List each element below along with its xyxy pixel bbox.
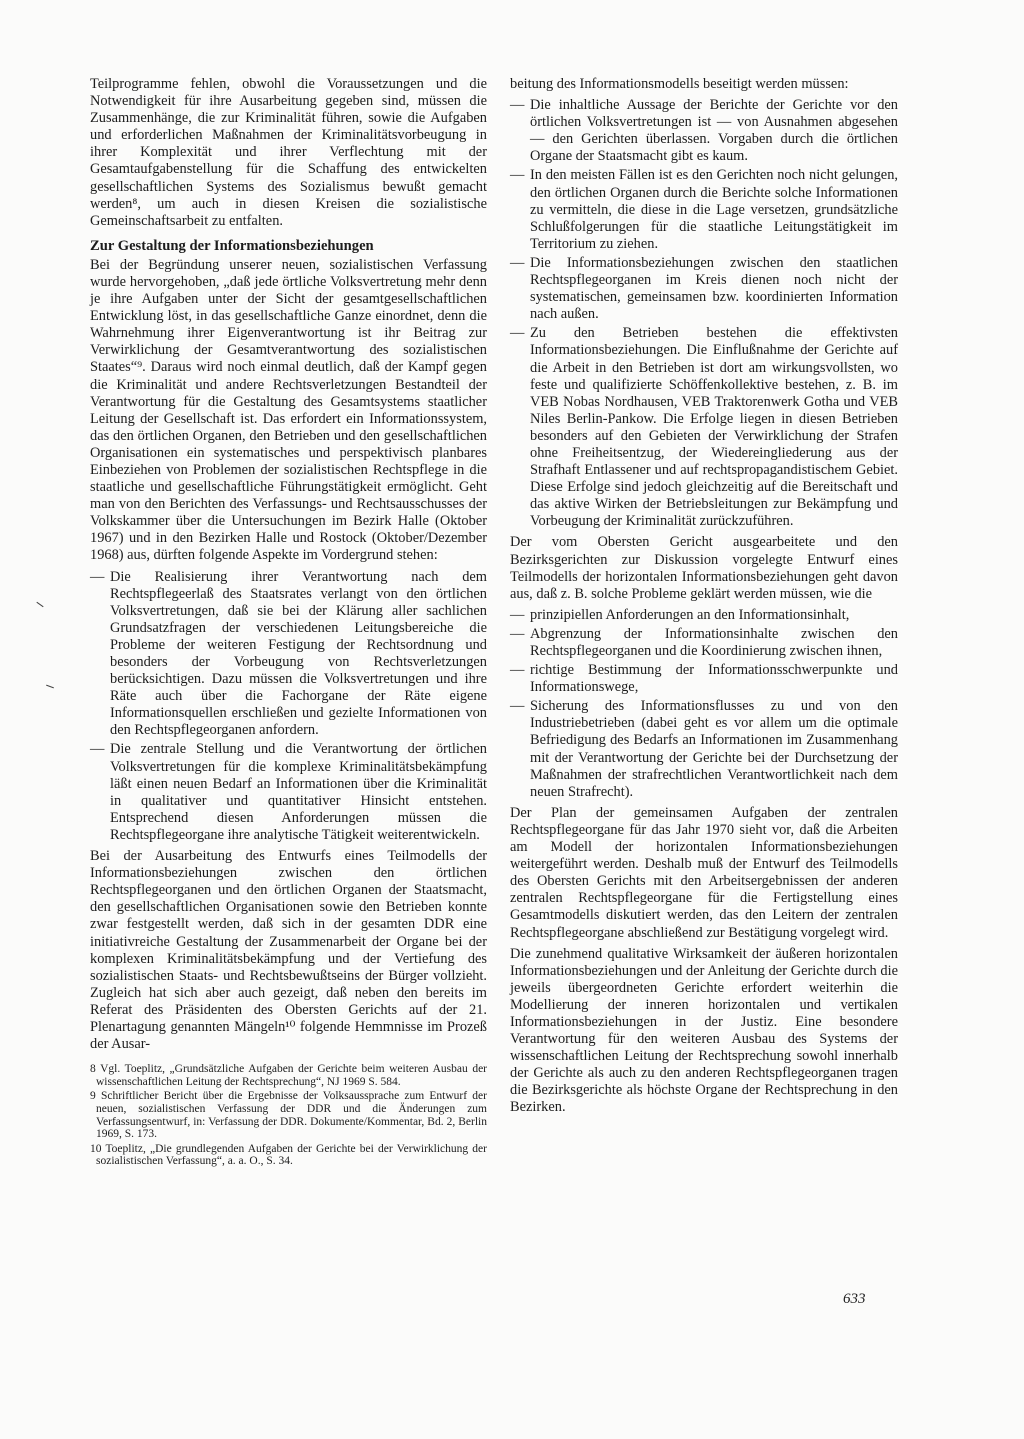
left-column bbox=[90, 76, 487, 1170]
list-item: — Sicherung des Informationsflusses zu und von den Industriebetrieben (dabei geht es vor allem um die optimale Befriedigung des Bedarfs an Informationen im Zusammenhang mit der Verantwortung der Gerichte bei der Durchsetzung der Maßnahmen der strafrechtlichen Verantwortlichkeit nach dem neuen Strafrecht). bbox=[510, 698, 898, 801]
list-item: — In den meisten Fällen ist es den Gerichten noch nicht gelungen, den örtlichen Organen durch die Berichte solche Informationen zu vermitteln, die diese in die Lage versetzen, grundsätzliche Schlußfolgerungen für die staatliche Leitungstätigkeit im Territorium zu ziehen. bbox=[510, 167, 898, 252]
footnote: 9 Schriftlicher Bericht über die Ergebnisse der Volksaussprache zum Entwurf der neuen, sozialistischen Verfassung der DDR und die Änderungen zum Verfassungsentwurf, in: Verfassung der DDR. Dokumente/Kommentar, Bd. 2, Berlin 1969, S. 173. bbox=[90, 1090, 487, 1141]
body-paragraph: Bei der Ausarbeitung des Entwurfs eines Teilmodells der Informationsbeziehungen zwischen den örtlichen Rechtspflegeorganen und den örtlichen Organen der Staatsmacht, den gesellschaftlichen Organisationen sowie den Betrieben konnte zwar festgestellt werden, daß sich in der gesamten DDR eine initiativreiche Gestaltung der Zusammenarbeit der Organe bei der komplexen Kriminalitätsbekämpfung und der Vertiefung des sozialistischen Staats- und Rechtsbewußtseins der Bürger vollzieht. Zugleich hat sich aber auch gezeigt, daß neben den bereits im Referat des Präsidenten des Obersten Gerichts auf der 21. Plenartagung genannten Mängeln¹⁰ folgende Hemmnisse im Prozeß der Ausar- bbox=[90, 848, 487, 1053]
list-item: — Die inhaltliche Aussage der Berichte der Gerichte vor den örtlichen Volksvertretungen ist — von Ausnahmen abgesehen — den Gerichten überlassen. Vorgaben durch die örtlichen Organe der Staatsmacht gibt es kaum. bbox=[510, 97, 898, 165]
aspects-list bbox=[90, 569, 487, 845]
body-paragraph: Bei der Begründung unserer neuen, sozialistischen Verfassung wurde hervorgehoben, „daß jede örtliche Volksvertretung mehr denn je ihre Aufgaben unter der Sicht der gesamtgesellschaftlichen Entwicklung löst, in das gesellschaftliche Ganze einordnet, denn die Wahrnehmung ihrer Eigenverantwortung ist ihr Beitrag zur Verwirklichung der Gesamtverantwortung des sozialistischen Staates“⁹. Daraus wird noch einmal deutlich, daß der Kampf gegen die Kriminalität und andere Rechtsverletzungen Bestandteil der Verantwortung für die Gestaltung des Gesamtsystems staatlicher Leitung der Gesellschaft ist. Das erfordert ein Informationssystem, das den örtlichen Organen, den Betrieben und den gesellschaftlichen Organisationen ein systematisches und perspektivisch planbares Einbeziehen von Problemen der sozialistischen Rechtspflege in die staatliche und gesellschaftliche Führungstätigkeit ermöglicht. Geht man von den Berichten des Verfassungs- und Rechtsausschusses der Volkskammer über die Untersuchungen im Bezirk Halle (Oktober 1967) und in den Bezirken Halle und Rostock (Oktober/Dezember 1968) aus, dürften folgende Aspekte im Vordergrund stehen: bbox=[90, 256, 487, 564]
list-item: — richtige Bestimmung der Informationsschwerpunkte und Informationswege, bbox=[510, 662, 898, 696]
list-item: — Die Realisierung ihrer Verantwortung nach dem Rechtspflegeerlaß des Staatsrates verlangt von den örtlichen Volksvertretungen, daß sie bei der Klärung aller sachlichen Grundsatzfragen der verschiedenen Leitungsbereiche die Probleme der weiteren Festigung der Rechtsordnung und besonders der Vorbeugung von Rechtsverletzungen berücksichtigen. Dazu müssen die Volksvertretungen und ihre Räte auch über die Fachorgane der Räte eigene Informationsquellen erschließen und gezielte Informationen von den Rechtspflegeorganen anfordern. bbox=[90, 569, 487, 740]
list-item: — Die Informationsbeziehungen zwischen den staatlichen Rechtspflegeorganen im Kreis dienen noch nicht der systematischen, gemeinsamen bzw. koordinierten Information nach außen. bbox=[510, 255, 898, 323]
scan-mark bbox=[46, 685, 54, 689]
scan-mark bbox=[36, 602, 43, 607]
body-paragraph: Der Plan der gemeinsamen Aufgaben der zentralen Rechtspflegeorgane für das Jahr 1970 sieht vor, daß die Arbeiten am Modell der horizontalen Informationsbeziehungen weitergeführt werden. Deshalb muß der Entwurf des Teilmodells des Obersten Gerichts mit den Arbeitsergebnissen der anderen zentralen Rechtspflegeorgane für die Fertigstellung eines Gesamtmodells diskutiert werden, das den Leitern der zentralen Rechtspflegeorgane abschließend zur Bestätigung vorgelegt wird. bbox=[510, 804, 898, 941]
section-heading: Zur Gestaltung der Informationsbeziehungen bbox=[90, 237, 374, 254]
list-item: — Abgrenzung der Informationsinhalte zwischen den Rechtspflegeorganen und die Koordinierung zwischen ihnen, bbox=[510, 626, 898, 660]
intro-paragraph: beitung des Informationsmodells beseitigt werden müssen: bbox=[510, 76, 849, 92]
obstacles-list bbox=[510, 97, 898, 530]
list-item: — Zu den Betrieben bestehen die effektivsten Informationsbeziehungen. Die Einflußnahme der Gerichte auf die Arbeit in den Betrieben ist dort am wirkungsvollsten, wo feste und qualifizierte Schöffenkollektive bestehen, z. B. im VEB Nobas Nordhausen, VEB Traktorenwerk Gotha und VEB Niles Berlin-Pankow. Die Erfolge liegen in diesen Betrieben besonders auf den Gebieten der Verwirklichung der Strafen ohne Freiheitsentzug, der Wiedereingliederung aus der Strafhaft Entlassener und auf rechtspropagandistischem Gebiet. Diese Erfolge sind jedoch gleichzeitig auf die Bereitschaft und das aktive Wirken der Betriebsleitungen zur Bekämpfung und Vorbeugung der Kriminalität zurückzuführen. bbox=[510, 325, 898, 530]
intro-paragraph: Teilprogramme fehlen, obwohl die Voraussetzungen und die Notwendigkeit für ihre Ausarbeitung gegeben sind, müssen die Zusammenhänge, die zur Kriminalität führen, sowie die Aufgaben und erforderlichen Maßnahmen der Kriminalitätsvorbeugung in ihrer Komplexität und ihrer Verflechtung mit der Gesamtaufgabenstellung für die Schaffung des entwickelten gesellschaftlichen Systems des Sozialismus bewußt gemacht werden⁸, um auch in diesen Kreisen die sozialistische Gemeinschaftsarbeit zu entfalten. bbox=[90, 76, 487, 229]
problems-list bbox=[510, 607, 898, 801]
footnote: 8 Vgl. Toeplitz, „Grundsätzliche Aufgaben der Gerichte beim weiteren Ausbau der wissenschaftlichen Leitung der Rechtsprechung“, NJ 1969 S. 584. bbox=[90, 1063, 487, 1088]
right-column bbox=[510, 76, 898, 1121]
body-paragraph: Die zunehmend qualitative Wirksamkeit der äußeren horizontalen Informationsbeziehungen und der Anleitung der Gerichte durch die jeweils übergeordneten Gerichte erfordert weiterhin die Modellierung der inneren horizontalen und vertikalen Informationsbeziehungen in der Justiz. Eine besondere Verantwortung für den weiteren Ausbau des Systems der wissenschaftlichen Leitung der Rechtsprechung sowohl innerhalb der Gerichte als auch zu den anderen Rechtspflegeorganen tragen die Bezirksgerichte als höchste Organe der Rechtsprechung in den Bezirken. bbox=[510, 945, 898, 1116]
list-item: — prinzipiellen Anforderungen an den Informationsinhalt, bbox=[510, 607, 898, 624]
footnotes bbox=[90, 1059, 487, 1168]
list-item: — Die zentrale Stellung und die Verantwortung der örtlichen Volksvertretungen für die komplexe Kriminalitätsbekämpfung läßt einen neuen Bedarf an Informationen über die Kriminalität in qualitativer und quantitativer Hinsicht entstehen. Entsprechend diesen Anforderungen müssen die Rechtspflegeorgane ihre analytische Tätigkeit weiterentwickeln. bbox=[90, 741, 487, 844]
page-number: 633 bbox=[843, 1291, 866, 1307]
body-paragraph: Der vom Obersten Gericht ausgearbeitete und den Bezirksgerichten zur Diskussion vorgelegte Entwurf eines Teilmodells der horizontalen Informationsbeziehungen geht davon aus, daß z. B. solche Probleme geklärt werden müssen, wie die bbox=[510, 534, 898, 602]
footnote: 10 Toeplitz, „Die grundlegenden Aufgaben der Gerichte bei der Verwirklichung der sozialistischen Verfassung“, a. a. O., S. 34. bbox=[90, 1142, 487, 1168]
